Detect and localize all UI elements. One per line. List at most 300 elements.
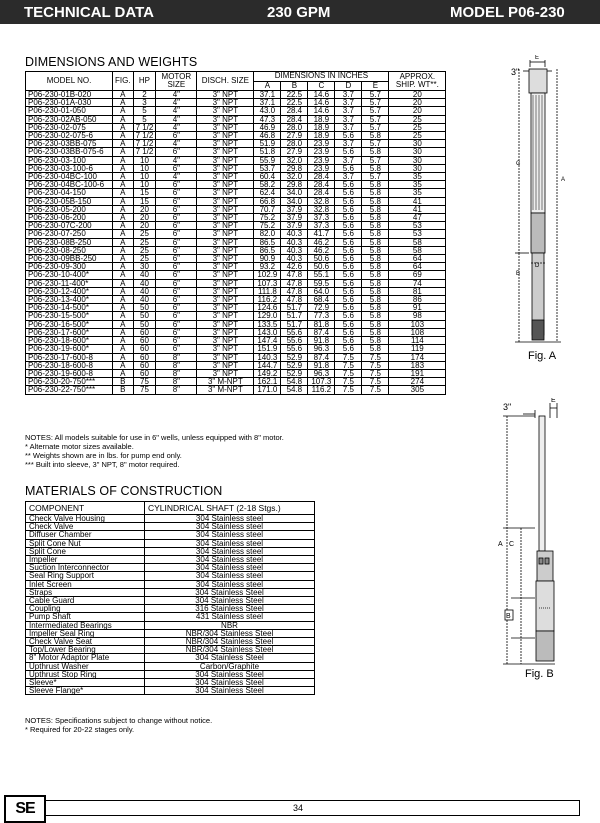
table-cell: 174	[389, 353, 446, 361]
fig-b-e-label: E	[551, 398, 556, 404]
table-cell: 51.7	[281, 312, 308, 320]
table-cell: 6"	[156, 132, 197, 140]
table-cell: 37.3	[308, 222, 335, 230]
table-cell: A	[113, 189, 134, 197]
table-cell: P06-230-02-075-6	[26, 132, 113, 140]
table-cell: P06-230-16-500*	[26, 320, 113, 328]
table-cell: Carbon/Graphite	[145, 662, 315, 670]
table-cell: 50	[133, 312, 156, 320]
table-cell: 8"	[156, 378, 197, 386]
table-cell: 4"	[156, 115, 197, 123]
table-cell: A	[113, 230, 134, 238]
table-cell: P06-230-06-200	[26, 214, 113, 222]
table-cell: P06-230-02AB-050	[26, 115, 113, 123]
table-cell: Check Valve Housing	[26, 515, 145, 523]
table-cell: 5.6	[335, 312, 362, 320]
table-cell: 20	[389, 91, 446, 99]
table-cell: 5.7	[362, 99, 389, 107]
table-cell: 3" NPT	[197, 296, 254, 304]
table-cell: 149.2	[254, 369, 281, 377]
mat-table	[25, 501, 315, 695]
table-row	[26, 613, 315, 621]
table-cell: 3" NPT	[197, 140, 254, 148]
table-cell: 14.6	[308, 99, 335, 107]
table-cell: 22.5	[281, 99, 308, 107]
note-line: * Alternate motor sizes available.	[25, 442, 134, 451]
table-cell: 28.4	[281, 115, 308, 123]
col-b: B	[281, 81, 308, 91]
table-cell: 55.9	[254, 156, 281, 164]
table-cell: 5.8	[362, 320, 389, 328]
table-cell: 5.6	[335, 132, 362, 140]
table-cell: 5.8	[362, 296, 389, 304]
table-cell: 5.7	[362, 123, 389, 131]
table-cell: 4"	[156, 140, 197, 148]
table-cell: A	[113, 238, 134, 246]
table-cell: 30	[389, 164, 446, 172]
table-cell: Impeller Seal Ring	[26, 629, 145, 637]
table-cell: P06-230-07-250	[26, 230, 113, 238]
table-cell: 3" NPT	[197, 345, 254, 353]
table-cell: A	[113, 263, 134, 271]
table-cell: 116.2	[308, 386, 335, 394]
table-cell: 75.2	[254, 222, 281, 230]
table-cell: P06-230-09BB-250	[26, 255, 113, 263]
table-cell: 5.6	[335, 148, 362, 156]
table-cell: 140.3	[254, 353, 281, 361]
table-cell: 91	[389, 304, 446, 312]
table-cell: 81	[389, 287, 446, 295]
table-cell: 3" NPT	[197, 328, 254, 336]
table-cell: 133.5	[254, 320, 281, 328]
table-cell: 114	[389, 337, 446, 345]
table-cell: 5.8	[362, 328, 389, 336]
table-cell: 51.9	[254, 140, 281, 148]
table-cell: 5.8	[362, 214, 389, 222]
table-cell: 3	[133, 99, 156, 107]
table-row	[26, 148, 446, 156]
table-cell: 4"	[156, 173, 197, 181]
table-cell: 6"	[156, 230, 197, 238]
note-line: NOTES: Specifications subject to change without notice.	[25, 716, 213, 725]
fig-a-a-label: A	[561, 177, 566, 183]
table-cell: 7 1/2	[133, 140, 156, 148]
note-line: *** Built into sleeve, 3" NPT, 8" motor required.	[25, 460, 180, 469]
table-cell: 59.5	[308, 279, 335, 287]
col-component: COMPONENT	[26, 502, 145, 515]
mat-title: MATERIALS OF CONSTRUCTION	[25, 484, 223, 498]
table-cell: 27.9	[281, 132, 308, 140]
table-cell: 18.9	[308, 123, 335, 131]
table-cell: 143.0	[254, 328, 281, 336]
table-cell: 25	[389, 132, 446, 140]
table-cell: 103	[389, 320, 446, 328]
table-cell: P06-230-04BC-100	[26, 173, 113, 181]
table-cell: Upthrust Washer	[26, 662, 145, 670]
table-cell: 274	[389, 378, 446, 386]
table-cell: A	[113, 99, 134, 107]
table-cell: 35	[389, 173, 446, 181]
fig-b-drawing	[495, 398, 595, 673]
table-cell: 47.8	[281, 287, 308, 295]
note-line: * Required for 20-22 stages only.	[25, 725, 135, 734]
table-row	[26, 345, 446, 353]
table-cell: 6"	[156, 312, 197, 320]
table-cell: 3" NPT	[197, 238, 254, 246]
table-cell: 50	[133, 320, 156, 328]
table-cell: 5.6	[335, 230, 362, 238]
table-cell: 18.9	[308, 132, 335, 140]
table-row	[26, 572, 315, 580]
table-cell: 183	[389, 361, 446, 369]
table-cell: 107.3	[254, 279, 281, 287]
table-cell: 51.7	[281, 304, 308, 312]
table-cell: 305	[389, 386, 446, 394]
table-cell: Suction Interconnector	[26, 564, 145, 572]
table-cell: 42.6	[281, 263, 308, 271]
table-cell: 129.0	[254, 312, 281, 320]
table-cell: 46.2	[308, 238, 335, 246]
table-cell: 4"	[156, 99, 197, 107]
table-cell: 72.9	[308, 304, 335, 312]
table-cell: A	[113, 271, 134, 279]
dims-body	[26, 91, 446, 395]
table-cell: 5.6	[335, 320, 362, 328]
table-cell: 30	[389, 140, 446, 148]
table-cell: A	[113, 246, 134, 254]
table-cell: 3" NPT	[197, 369, 254, 377]
table-cell: 58	[389, 238, 446, 246]
table-cell: 304 Stainless Steel	[145, 679, 315, 687]
table-cell: 47.8	[281, 271, 308, 279]
table-cell: 55.6	[281, 337, 308, 345]
table-cell: 34.0	[281, 197, 308, 205]
table-cell: Seal Ring Support	[26, 572, 145, 580]
fig-b-a-label: A	[498, 541, 503, 548]
table-cell: 47	[389, 214, 446, 222]
table-cell: 46.2	[308, 246, 335, 254]
table-cell: B	[113, 386, 134, 394]
col-a: A	[254, 81, 281, 91]
table-cell: A	[113, 107, 134, 115]
table-cell: Sleeve Flange*	[26, 687, 145, 695]
table-cell: 5.8	[362, 345, 389, 353]
table-cell: 51.8	[254, 148, 281, 156]
note-line: ** Weights shown are in lbs. for pump end only.	[25, 451, 182, 460]
table-cell: 86.5	[254, 238, 281, 246]
table-cell: 151.9	[254, 345, 281, 353]
table-cell: 7.5	[362, 361, 389, 369]
table-cell: P06-230-18-600*	[26, 337, 113, 345]
table-cell: 3" NPT	[197, 353, 254, 361]
table-row	[26, 271, 446, 279]
table-cell: 6"	[156, 263, 197, 271]
table-cell: 116.2	[254, 296, 281, 304]
table-cell: 3.7	[335, 99, 362, 107]
table-cell: Diffuser Chamber	[26, 531, 145, 539]
table-cell: 162.1	[254, 378, 281, 386]
table-cell: 5.6	[335, 197, 362, 205]
table-cell: 41	[389, 197, 446, 205]
table-cell: 5.8	[362, 230, 389, 238]
table-cell: 53	[389, 222, 446, 230]
table-cell: P06-230-03BB-075-6	[26, 148, 113, 156]
table-cell: 3" NPT	[197, 255, 254, 263]
table-cell: 7.5	[362, 353, 389, 361]
table-cell: 37.1	[254, 99, 281, 107]
dims-title: DIMENSIONS AND WEIGHTS	[25, 55, 198, 69]
table-cell: 60.4	[254, 173, 281, 181]
table-cell: Check Valve	[26, 523, 145, 531]
table-cell: P06-230-14-500*	[26, 304, 113, 312]
table-cell: 3.7	[335, 91, 362, 99]
table-cell: 60	[133, 337, 156, 345]
table-cell: 304 Stainless Steel	[145, 597, 315, 605]
table-cell: 5.7	[362, 107, 389, 115]
table-cell: 91.8	[308, 361, 335, 369]
table-cell: P06-230-01A-030	[26, 99, 113, 107]
table-row	[26, 687, 315, 695]
col-c: C	[308, 81, 335, 91]
table-cell: 6"	[156, 304, 197, 312]
table-cell: 7 1/2	[133, 123, 156, 131]
table-cell: 5.6	[335, 337, 362, 345]
table-cell: 60	[133, 369, 156, 377]
col-e: E	[362, 81, 389, 91]
table-cell: P06-230-05B-150	[26, 197, 113, 205]
table-cell: 98	[389, 312, 446, 320]
table-cell: 6"	[156, 279, 197, 287]
table-cell: P06-230-13-400*	[26, 296, 113, 304]
table-cell: 119	[389, 345, 446, 353]
table-row	[26, 597, 315, 605]
table-cell: A	[113, 255, 134, 263]
table-cell: 20	[133, 222, 156, 230]
table-cell: 3" NPT	[197, 107, 254, 115]
table-cell: 6"	[156, 255, 197, 263]
table-cell: A	[113, 156, 134, 164]
table-cell: 5.6	[335, 328, 362, 336]
table-cell: 5.8	[362, 164, 389, 172]
table-cell: 6"	[156, 320, 197, 328]
table-cell: Inlet Screen	[26, 580, 145, 588]
table-cell: A	[113, 328, 134, 336]
mat-notes	[25, 716, 212, 734]
table-cell: 3" NPT	[197, 115, 254, 123]
table-cell: 52.9	[281, 361, 308, 369]
table-cell: P06-230-11-400*	[26, 279, 113, 287]
table-cell: 6"	[156, 246, 197, 254]
dims-notes	[25, 433, 284, 469]
table-cell: 4"	[156, 156, 197, 164]
table-cell: A	[113, 132, 134, 140]
table-row	[26, 107, 446, 115]
table-cell: 3" NPT	[197, 99, 254, 107]
table-cell: 304 Stainless Steel	[145, 687, 315, 695]
table-cell: Split Cone	[26, 547, 145, 555]
table-cell: 3" NPT	[197, 312, 254, 320]
table-cell: 5.6	[335, 222, 362, 230]
table-cell: 3" NPT	[197, 263, 254, 271]
table-cell: P06-230-09-300	[26, 263, 113, 271]
table-cell: 54.8	[281, 378, 308, 386]
table-cell: 107.3	[308, 378, 335, 386]
table-cell: P06-230-18-600-8	[26, 361, 113, 369]
table-cell: 37.1	[254, 91, 281, 99]
table-cell: 4"	[156, 123, 197, 131]
table-cell: 3" NPT	[197, 189, 254, 197]
table-cell: 40.3	[281, 246, 308, 254]
table-cell: 304 Stainless steel	[145, 564, 315, 572]
table-cell: 68.4	[308, 296, 335, 304]
table-cell: A	[113, 353, 134, 361]
col-disch: DISCH. SIZE	[197, 72, 254, 91]
page-number: 34	[293, 803, 304, 813]
table-cell: B	[113, 378, 134, 386]
table-cell: 27.9	[281, 148, 308, 156]
table-cell: P06-230-10-400*	[26, 271, 113, 279]
table-cell: 7.5	[335, 353, 362, 361]
table-cell: 6"	[156, 328, 197, 336]
col-d: D	[335, 81, 362, 91]
table-cell: 35	[389, 189, 446, 197]
table-cell: 6"	[156, 287, 197, 295]
table-cell: A	[113, 320, 134, 328]
table-cell: 25	[389, 123, 446, 131]
table-cell: 3" NPT	[197, 304, 254, 312]
company-logo: SE	[4, 795, 46, 823]
table-cell: 3" NPT	[197, 246, 254, 254]
table-cell: 40	[133, 279, 156, 287]
fig-a-b-label: B	[516, 271, 521, 277]
table-cell: 7 1/2	[133, 148, 156, 156]
table-cell: P06-230-08-250	[26, 246, 113, 254]
table-cell: A	[113, 296, 134, 304]
table-cell: A	[113, 361, 134, 369]
table-row	[26, 670, 315, 678]
table-cell: Impeller	[26, 556, 145, 564]
table-row	[26, 189, 446, 197]
table-cell: A	[113, 173, 134, 181]
table-cell: 77.3	[308, 312, 335, 320]
table-cell: 5.6	[335, 164, 362, 172]
col-hp: HP	[133, 72, 156, 91]
table-cell: 10	[133, 173, 156, 181]
table-cell: A	[113, 337, 134, 345]
table-cell: P06-230-17-600*	[26, 328, 113, 336]
table-cell: 3" NPT	[197, 91, 254, 99]
table-cell: 60	[133, 353, 156, 361]
table-cell: 5.8	[362, 337, 389, 345]
header-right: MODEL P06-230	[450, 4, 565, 21]
table-cell: 5.8	[362, 222, 389, 230]
header-bar	[0, 0, 600, 24]
table-cell: 7.5	[362, 386, 389, 394]
table-cell: 111.8	[254, 287, 281, 295]
table-cell: 5.6	[335, 181, 362, 189]
table-cell: 22.5	[281, 91, 308, 99]
table-cell: P06-230-03BB-075	[26, 140, 113, 148]
table-cell: A	[113, 148, 134, 156]
table-cell: 60	[133, 345, 156, 353]
table-cell: 53.7	[254, 164, 281, 172]
table-cell: 7.5	[362, 369, 389, 377]
table-cell: 25	[133, 255, 156, 263]
table-cell: P06-230-19-600-8	[26, 369, 113, 377]
note-line: NOTES: All models suitable for use in 6" wells, unless equipped with 8" motor.	[25, 433, 284, 442]
table-cell: 52.9	[281, 369, 308, 377]
table-cell: Coupling	[26, 605, 145, 613]
table-cell: P06-230-03-100-6	[26, 164, 113, 172]
table-cell: P06-230-19-600*	[26, 345, 113, 353]
table-cell: 5.6	[335, 287, 362, 295]
table-cell: 5.8	[362, 246, 389, 254]
fig-a-e-label: E	[535, 55, 540, 61]
table-cell: 46.8	[254, 132, 281, 140]
table-cell: 20	[133, 205, 156, 213]
table-cell: 47.3	[254, 115, 281, 123]
table-cell: 32.0	[281, 173, 308, 181]
table-cell: 23.9	[308, 156, 335, 164]
table-cell: 14.6	[308, 107, 335, 115]
table-cell: 55.6	[281, 345, 308, 353]
table-cell: 82.0	[254, 230, 281, 238]
table-cell: 6"	[156, 238, 197, 246]
table-cell: A	[113, 214, 134, 222]
fig-b-caption: Fig. B	[525, 668, 554, 680]
table-cell: 28.0	[281, 123, 308, 131]
table-cell: 3" NPT	[197, 271, 254, 279]
table-cell: 3" NPT	[197, 230, 254, 238]
table-cell: 5.8	[362, 271, 389, 279]
table-cell: 5.6	[335, 255, 362, 263]
table-cell: 6"	[156, 296, 197, 304]
table-cell: P06-230-01-050	[26, 107, 113, 115]
table-cell: 6"	[156, 214, 197, 222]
table-cell: 3" NPT	[197, 148, 254, 156]
table-cell: A	[113, 369, 134, 377]
table-cell: 46.9	[254, 123, 281, 131]
table-cell: 5.8	[362, 189, 389, 197]
table-cell: 304 Stainless Steel	[145, 670, 315, 678]
table-cell: 23.9	[308, 148, 335, 156]
table-cell: P06-230-01B-020	[26, 91, 113, 99]
table-cell: 81.8	[308, 320, 335, 328]
table-cell: 41.7	[308, 230, 335, 238]
table-cell: 75	[133, 378, 156, 386]
table-cell: P06-230-17-600-8	[26, 353, 113, 361]
header-center: 230 GPM	[267, 4, 331, 21]
table-cell: 304 Stainless steel	[145, 531, 315, 539]
table-cell: NBR/304 Stainless Steel	[145, 629, 315, 637]
table-cell: 64	[389, 255, 446, 263]
table-cell: 87.4	[308, 328, 335, 336]
table-cell: 5.8	[362, 312, 389, 320]
table-cell: 64	[389, 263, 446, 271]
table-cell: 51.7	[281, 320, 308, 328]
table-cell: 60	[133, 328, 156, 336]
table-cell: 5.8	[362, 238, 389, 246]
table-cell: P06-230-05-200	[26, 205, 113, 213]
table-cell: A	[113, 115, 134, 123]
table-cell: 5.7	[362, 173, 389, 181]
table-cell: 3.7	[335, 173, 362, 181]
table-cell: 5.6	[335, 271, 362, 279]
table-row	[26, 547, 315, 555]
table-cell: 6"	[156, 181, 197, 189]
table-cell: 2	[133, 91, 156, 99]
table-cell: 6"	[156, 271, 197, 279]
